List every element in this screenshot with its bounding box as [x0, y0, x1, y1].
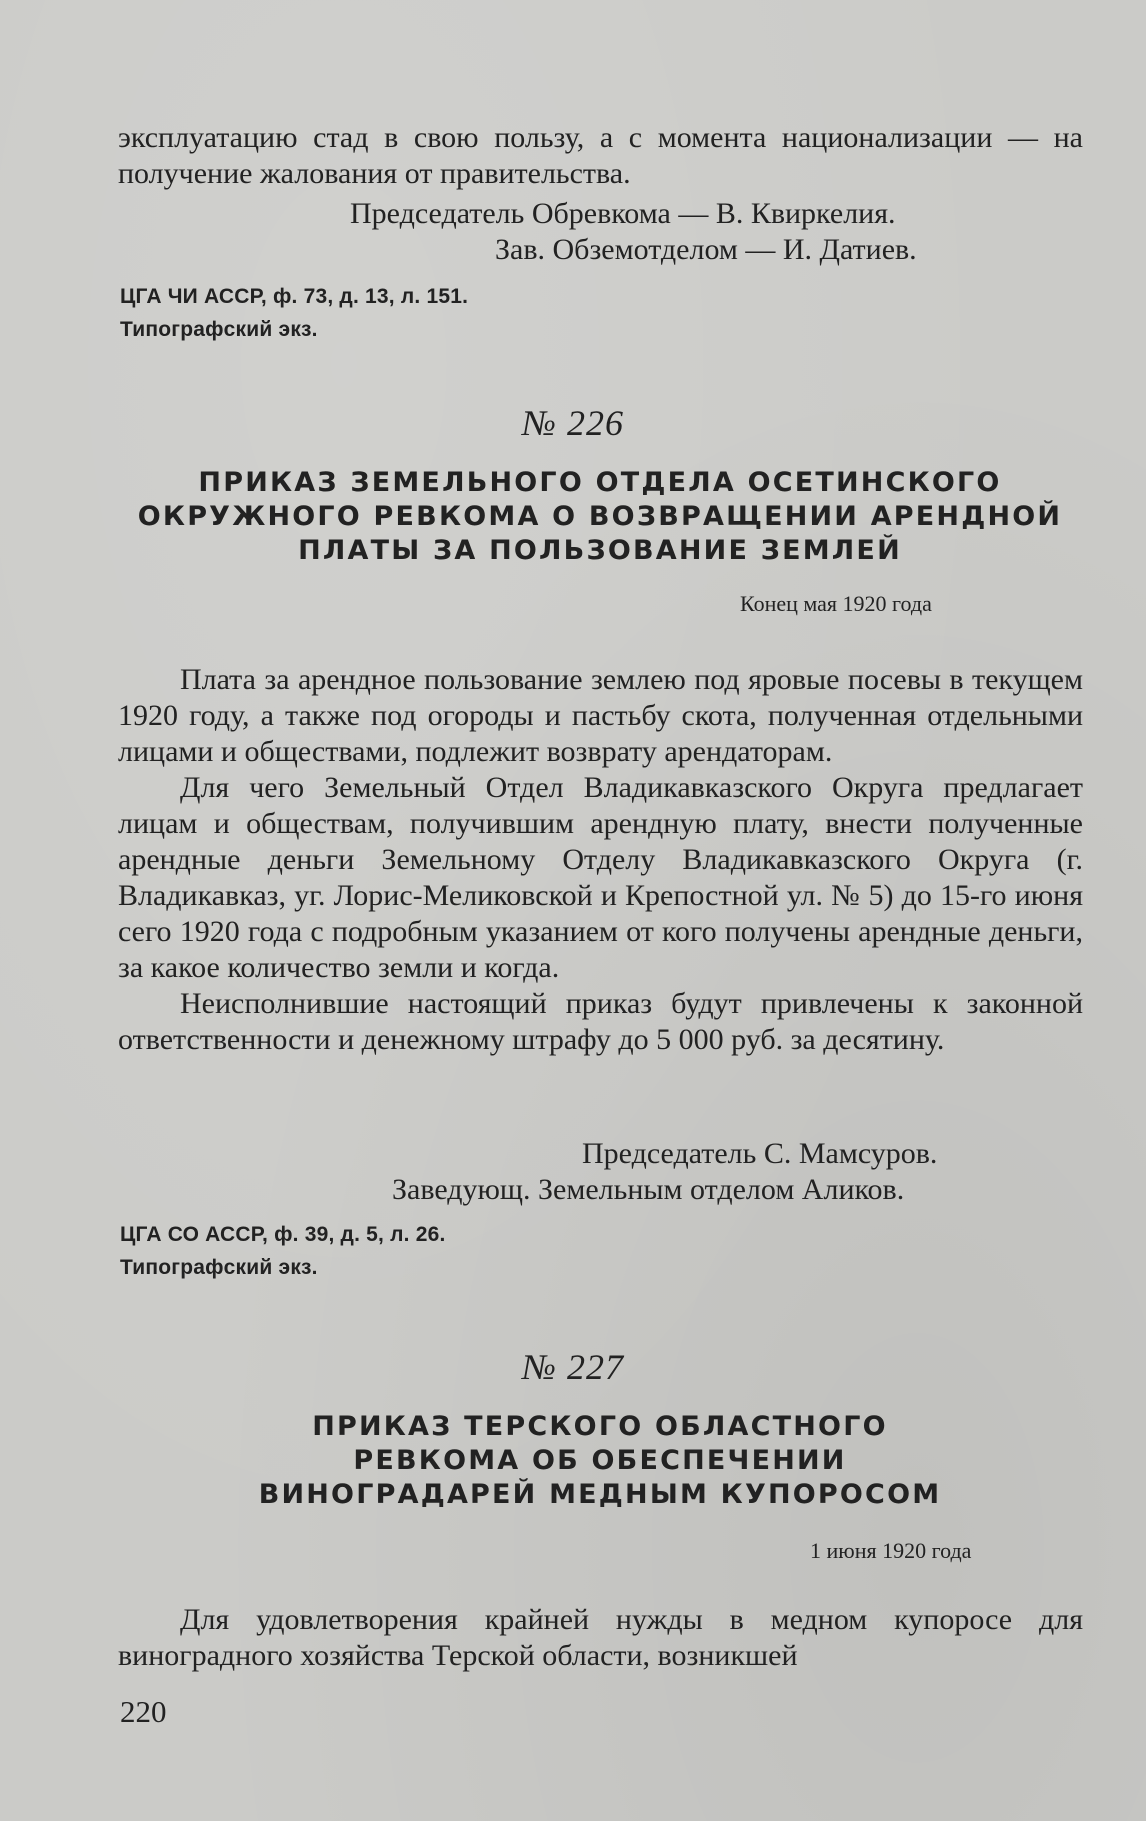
- top-signature-chairman: Председатель Обревкома — В. Квиркелия.: [350, 197, 896, 230]
- doc227-date: 1 июня 1920 года: [810, 1538, 972, 1563]
- doc227-body: [118, 1602, 1083, 1674]
- doc226-archive-source: ЦГА СО АССР, ф. 39, д. 5, л. 26.: [120, 1223, 446, 1246]
- doc226-signature-chairman: Председатель С. Мамсуров.: [582, 1137, 938, 1170]
- doc227-number: № 227: [522, 1347, 624, 1387]
- doc226-paragraph-1: Плата за арендное пользование землею под яровые посевы в текущем 1920 году, а также под огороды и пастьбу скота, полученная отдельными лицами и обществами, подлежит возврату арендаторам.: [118, 663, 1083, 768]
- doc226-paragraph-2: Для чего Земельный Отдел Владикавказского Округа предлагает лицам и обществам, получившим арендную плату, внести полученные арендные деньги Земельному Отделу Владикавказского Округа (г. Владикавказ, уг. Лорис-Меликовской и Крепостной ул. № 5) до 15-го июня сего 1920 года с подробным указанием от кого получены арендные деньги, за какое количество земли и когда.: [118, 771, 1083, 984]
- top-paragraph: эксплуатацию стад в свою пользу, а с момента национализации — на получение жалования от правительства.: [118, 121, 1083, 190]
- doc226-signature-head: Заведующ. Земельным отделом Аликов.: [392, 1173, 905, 1206]
- doc227-paragraph-1: Для удовлетворения крайней нужды в медном купоросе для виноградного хозяйства Терской области, возникшей: [118, 1603, 1083, 1672]
- doc226-paragraph-3: Неисполнившие настоящий приказ будут привлечены к законной ответственности и денежному штрафу до 5 000 руб. за десятину.: [118, 987, 1083, 1056]
- doc226-number: № 226: [522, 403, 624, 443]
- doc227-title: ПРИКАЗ ТЕРСКОГО ОБЛАСТНОГО РЕВКОМА ОБ ОБЕСПЕЧЕНИИ ВИНОГРАДАРЕЙ МЕДНЫМ КУПОРОСОМ: [258, 1411, 942, 1510]
- top-archive-source: ЦГА ЧИ АССР, ф. 73, д. 13, л. 151.: [120, 285, 469, 308]
- doc226-body: [118, 662, 1083, 1058]
- doc226-title: ПРИКАЗ ЗЕМЕЛЬНОГО ОТДЕЛА ОСЕТИНСКОГО ОКРУЖНОГО РЕВКОМА О ВОЗВРАЩЕНИИ АРЕНДНОЙ ПЛАТЫ ЗА ПОЛЬЗОВАНИЕ ЗЕМЛЕЙ: [137, 467, 1063, 566]
- doc226-date: Конец мая 1920 года: [740, 591, 932, 616]
- top-continuation: [118, 120, 1083, 192]
- doc226-copy-type: Типографский экз.: [120, 1256, 318, 1279]
- page-number: 220: [120, 1694, 167, 1729]
- top-signature-head: Зав. Обземотделом — И. Датиев.: [495, 233, 917, 266]
- top-copy-type: Типографский экз.: [120, 318, 318, 341]
